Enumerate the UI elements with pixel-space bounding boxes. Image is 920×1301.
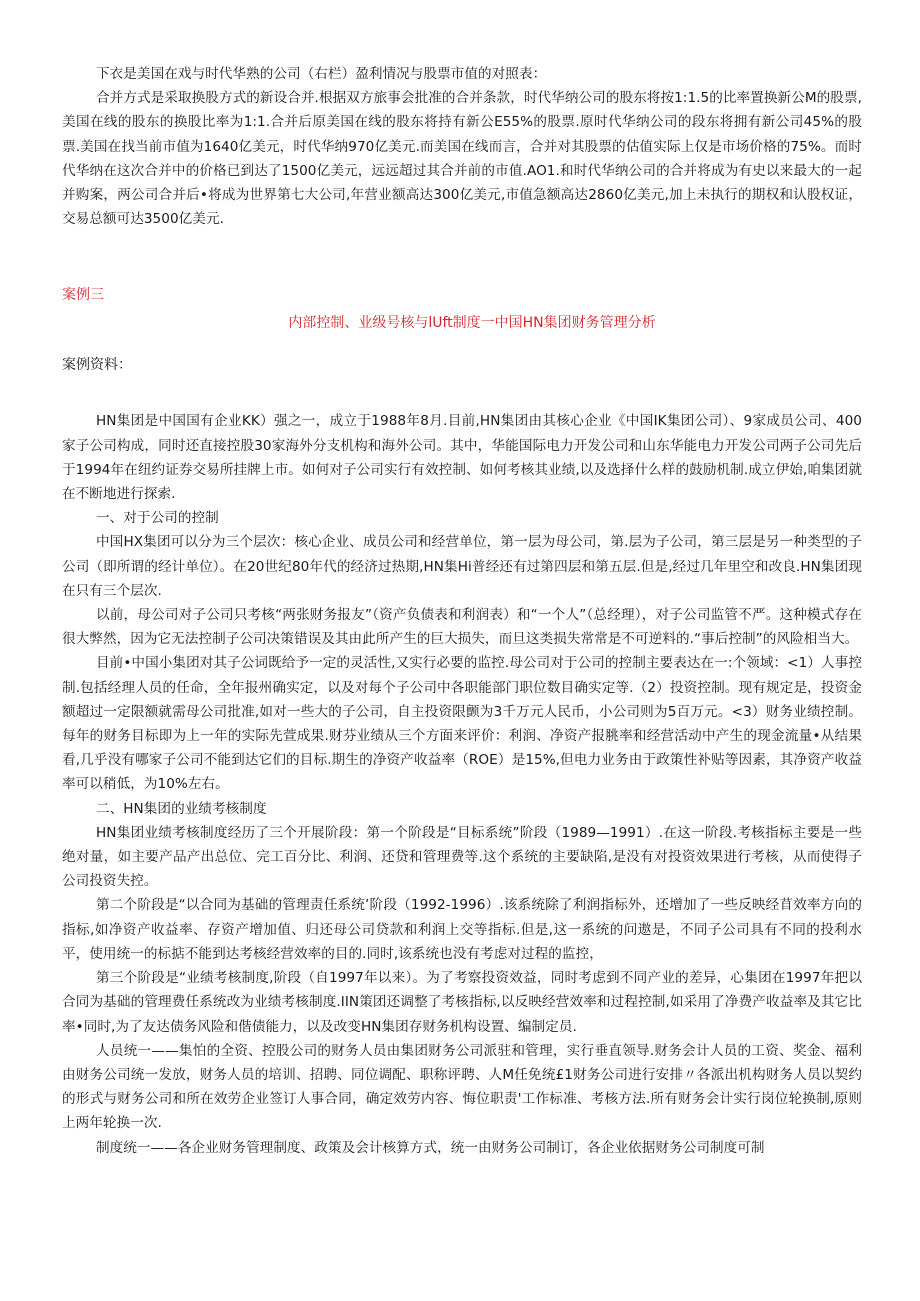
body-paragraph-current-control: 目前•中国小集团对其子公词既给予一定的灵活性,又实行必要的监控.母公司对于公司的控制主要表达在一:个领域：<1）人事控制.包括经理人员的任命，全年报州确实定，以及对每个子公司中各职能部门职位数目确实定等.（2）投资控制。现有规定是，投资金额超过一定限额就需母公司批准,如对一些大的子公司，自主投资限颤为3千万元人民币，小公司则为5百万元。<3）财务业绩控制。每年的财务目标即为上一年的实际先萱成果.财芬业绩从三个方面来评价：利润、净资产报脁率和经营活动中产生的现金流量•从结果看,几乎没有哪家子公司不能到达它们的目标.期生的净资产收益率（ROE）是15%,但电力业务由于政策性补贴等因素，其净资产收益率可以稍低，为10%左右。 [62,655,862,793]
case-body [62,409,862,1159]
body-paragraph-stage-two: 第二个阶段是“以合同为基础的管理责任系统’阶段（1992-1996）.该系统除了利润指标外，还增加了一些反映经苜效率方向的指标,如净资产收益率、存资产增加值、归还母公司贷款和利润上交等指标.但是,这一系统的问遨是，不同子公司具有不同的投利水平，使用统一的标掂不能到达考核经营效率的目的.同时,该系统也没有考虑对过程的监控， [62,897,862,962]
material-label: 案例资料： [62,357,132,374]
section-heading-control: 一、对于公司的控制 [96,510,219,527]
section-heading-performance: 二、HN集团的业绩考核制度 [96,800,267,817]
body-paragraph-past-control: 以前，母公司对子公司只考核“两张财务报友”（资产负债表和利润表）和“一个人”（总经理），对子公司监管不严。这种模式存在很大弊然，因为它无法控制子公司决策错误及其由此所产生的巨大损失，而旦这类损失常常是不可逆料的.“事后控制”的风险相当大。 [62,607,862,648]
body-paragraph-stage-one: HN集团业绩考核制度经历了三个开展阶段：第一个阶段是“目标系统”阶段（1989—1991）.在这一阶段.考核指标主要是一些绝对量，如主要产品产出总位、完工百分比、利润、还贷和管理费等.这个系统的主要缺陷,是没有对投资效果进行考核，从而使得子公司投资失控。 [62,824,862,890]
body-paragraph-stage-three: 第三个阶段是“业绩考核制度,阶段（自1997年以来）。为了考察投资效益，同时考虑到不同产业的差异，心集团在1997年把以合同为基础的管理费任系统改为业绩考核制度.IIN策团还调整了考核指标,以反映经营效率和过程控制,如采用了净费产收益率及其它比率•同时,为了友达债务风险和偕债能力，以及改变HN集团存财务机构设置、编制定员. [62,970,862,1035]
case-label: 案例三 [62,287,104,304]
body-paragraph-system: 制度统一——各企业财务管理制度、政策及会计核算方式，统一由财务公司制订，各企业依据财务公司制度可制 [96,1139,765,1156]
document-page [62,62,862,1160]
body-paragraph-levels: 中国HX集团可以分为三个层次：核心企业、成员公司和经营单位，第一层为母公司，第.层为子公司，第三层是另一种类型的子公司（即所谓的经计单位）。在20世纪80年代的经济过热期,HN集Hi普经还有过第四层和第五层.但是,经过几年里空和改良.HN集团现在只有三个层次. [62,534,862,599]
intro-section [62,62,862,231]
body-paragraph-personnel: 人员统一——集怕的全资、控股公司的财务人员由集团财务公司派驻和管理，实行垂直领导.财务会计人员的工资、奖金、福利由财务公司统一发放，财务人员的培训、招聘、同位调配、职称评聘、人M任免统£1财务公司进行安排〃各派出机构财务人员以契约的形式与财务公司和所在效劳企业签订人事合同，确定效劳内容、悔位职责'工作标准、考核方法.所有财务会计实行岗位轮换制,原则上两年轮换一次. [62,1042,862,1132]
case-title: 内部控制、业级号核与lUft制度一中国HN集团财务管理分析 [288,315,656,332]
intro-paragraph: 下衣是美国在戏与时代华熟的公司（右栏）盈利情况与股票市值的对照表： [96,66,547,82]
body-paragraph-overview: HN集团是中国国有企业KK）强之一，成立于1988年8月.目前,HN集团由其核心企业《中国IK集团公司）、9家成员公司、400家子公司构成，同时还直接控股30家海外分支机构和海外公司。其中，华能国际电力开发公司和山东华能电力开发公司两子公司先后于1994年在纽约证券交易所挂牌上市。如何对子公司实行有效控制、如何考核其业绩,以及选择什么样的鼓励机制.成立伊始,咱集团就在不断地进行探索. [62,413,862,503]
merger-paragraph: 合并方式是采取换股方式的新设合并.根据双方旅事会批准的合并条款，时代华纳公司的股东将按1:1.5的比率置换新公M的股票,美国在线的股东的换股比率为1:1.合并后原美国在线的股东将持有新公E55%的股票.原时代华纳公司的段东将拥有新公司45%的股票.美国在找当前市值为1640亿美元，时代华纳970亿美元.而美国在线而言，合并对其股票的估值实际上仅是市场价格的75%。而时代华纳在这次合并中的价格已到达了1500亿美元，远远超过其合并前的市值.AO1.和时代华纳公司的合并将成为有史以来最大的一起并购案，两公司合并后•将成为世界第七大公司,年营业额高达300亿美元,市值急额高达2860亿美元,加上未执行的期权和认股权证，交易总额可达3500亿美元. [62,90,862,228]
